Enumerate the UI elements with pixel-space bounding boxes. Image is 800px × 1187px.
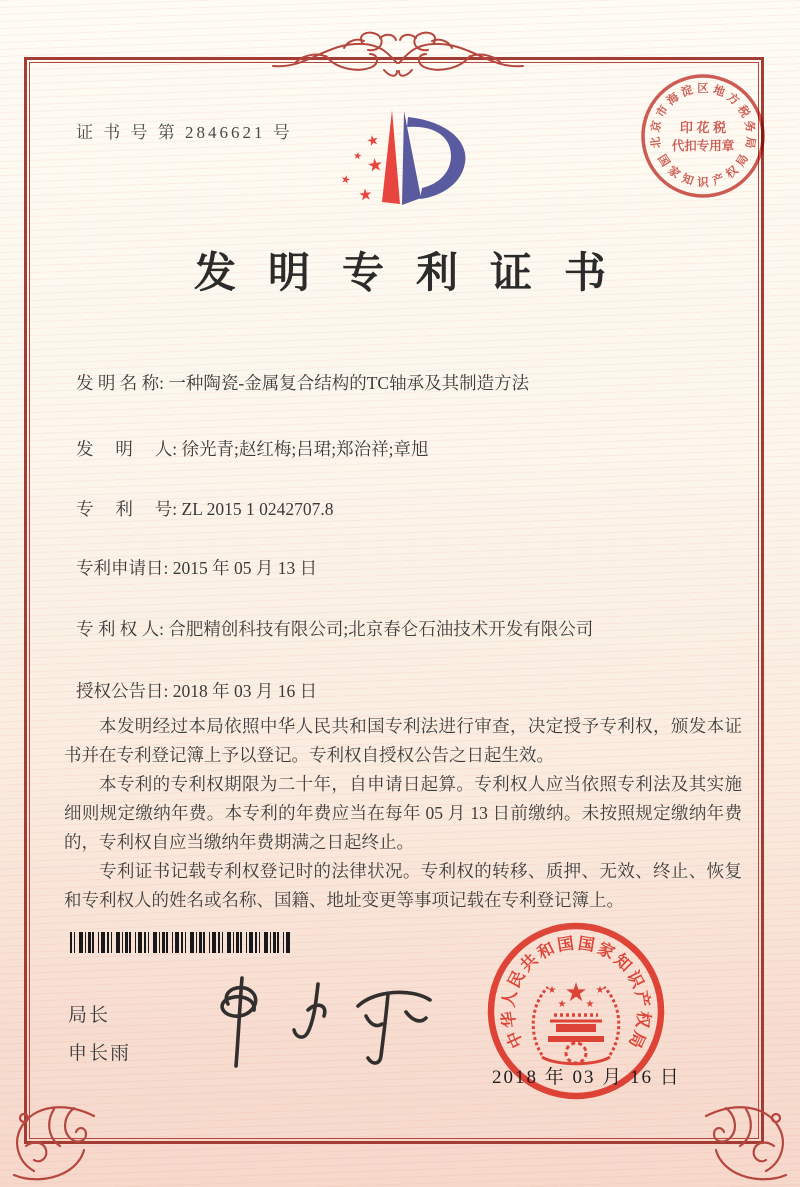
certificate-title: 发明专利证书 xyxy=(193,251,638,297)
svg-text:地: 地 xyxy=(711,84,727,100)
svg-text:务: 务 xyxy=(741,119,757,134)
svg-text:知: 知 xyxy=(679,172,695,188)
svg-text:识: 识 xyxy=(697,177,709,189)
svg-text:产: 产 xyxy=(631,989,653,1009)
star-icon: ★ xyxy=(357,186,374,205)
star-icon: ★ xyxy=(364,130,381,150)
svg-text:北: 北 xyxy=(649,135,664,150)
corner-flourish-right xyxy=(700,1096,796,1184)
certificate-number: 证 书 号 第 2846621 号 xyxy=(76,123,293,142)
legal-text-block xyxy=(64,712,742,915)
svg-text:人: 人 xyxy=(499,989,521,1009)
svg-text:京: 京 xyxy=(649,119,665,134)
svg-text:和: 和 xyxy=(534,939,558,963)
field-label: 专 利 号: xyxy=(76,499,178,519)
field-value: 一种陶瓷-金属复合结构的TC轴承及其制造方法 xyxy=(164,373,530,393)
svg-text:家: 家 xyxy=(594,939,618,963)
star-icon: ★ xyxy=(352,150,363,163)
svg-text:权: 权 xyxy=(632,1010,653,1029)
field-invention-name xyxy=(76,370,736,395)
signature-handwriting-icon xyxy=(190,972,440,1070)
field-label: 发 明 名 称: xyxy=(76,373,164,393)
svg-text:税: 税 xyxy=(735,103,752,120)
corner-flourish-left xyxy=(4,1096,100,1184)
svg-text:国: 国 xyxy=(576,934,596,955)
svg-text:★: ★ xyxy=(564,977,588,1007)
field-filing-date xyxy=(76,555,736,580)
field-value: 2018 年 03 月 16 日 xyxy=(168,681,318,701)
field-inventors xyxy=(76,436,736,461)
svg-text:国: 国 xyxy=(654,152,672,169)
field-value: 徐光青;赵红梅;吕珺;郑治祥;章旭 xyxy=(177,439,429,459)
svg-text:权: 权 xyxy=(724,164,741,181)
svg-text:★: ★ xyxy=(595,985,605,996)
svg-text:方: 方 xyxy=(724,91,741,108)
tax-stamp-seal xyxy=(637,70,769,202)
svg-text:国: 国 xyxy=(556,934,576,955)
field-value: 合肥精创科技有限公司;北京春仑石油技术开发有限公司 xyxy=(164,619,594,639)
svg-text:★: ★ xyxy=(585,999,595,1010)
field-patent-number xyxy=(76,496,736,521)
signer-title: 局长 xyxy=(68,1005,111,1026)
body-paragraph: 本专利的专利权期限为二十年，自申请日起算。专利权人应当依照专利法及其实施细则规定缴纳年费。本专利的年费应当在每年 05 月 13 日前缴纳。未按照规定缴纳年费的，专利权自应当缴纳年费期满之日起终止。 xyxy=(64,774,742,852)
svg-text:市: 市 xyxy=(654,103,671,120)
field-label: 发 明 人: xyxy=(76,439,178,459)
svg-text:海: 海 xyxy=(665,91,682,108)
svg-text:识: 识 xyxy=(623,967,647,992)
svg-text:家: 家 xyxy=(665,164,682,181)
tax-seal-line2: 代扣专用章 xyxy=(671,139,735,153)
svg-text:产: 产 xyxy=(711,172,727,188)
svg-text:区: 区 xyxy=(697,83,709,95)
field-label: 专 利 权 人: xyxy=(76,619,164,639)
svg-text:民: 民 xyxy=(505,967,529,992)
star-icon: ★ xyxy=(365,154,385,177)
field-patentee xyxy=(76,616,736,641)
svg-text:共: 共 xyxy=(517,950,542,976)
svg-text:★: ★ xyxy=(557,999,567,1010)
body-paragraph: 专利证书记载专利权登记时的法律状况。专利权的转移、质押、无效、终止、恢复和专利权人的姓名或名称、国籍、地址变更等事项记载在专利登记簿上。 xyxy=(64,861,742,910)
svg-text:淀: 淀 xyxy=(679,84,695,100)
svg-text:局: 局 xyxy=(625,1028,649,1051)
field-label: 授权公告日: xyxy=(76,681,169,701)
barcode xyxy=(70,932,292,953)
svg-text:中: 中 xyxy=(503,1028,527,1051)
svg-text:华: 华 xyxy=(499,1010,520,1029)
field-value: 2015 年 05 月 13 日 xyxy=(168,558,318,578)
field-label: 专利申请日: xyxy=(76,558,169,578)
cnipa-logo xyxy=(332,96,482,234)
field-value: ZL 2015 1 0242707.8 xyxy=(177,499,334,519)
body-paragraph: 本发明经过本局依照中华人民共和国专利法进行审查，决定授予专利权，颁发本证书并在专利登记簿上予以登记。专利权自授权公告之日起生效。 xyxy=(64,716,742,765)
signer-name: 申长雨 xyxy=(68,1043,132,1064)
national-emblem-icon xyxy=(533,977,619,1064)
field-grant-date xyxy=(76,678,736,703)
star-icon: ★ xyxy=(339,173,352,187)
tax-seal-line1: 印 花 税 xyxy=(679,120,727,135)
svg-text:局: 局 xyxy=(742,135,757,150)
svg-text:★: ★ xyxy=(547,985,557,996)
svg-text:知: 知 xyxy=(610,950,635,976)
issue-date: 2018 年 03 月 16 日 xyxy=(492,1067,681,1088)
dragon-ornament xyxy=(268,28,528,88)
svg-text:局: 局 xyxy=(734,152,752,169)
logo-p-mark xyxy=(382,110,465,205)
logo-stars xyxy=(340,131,385,205)
